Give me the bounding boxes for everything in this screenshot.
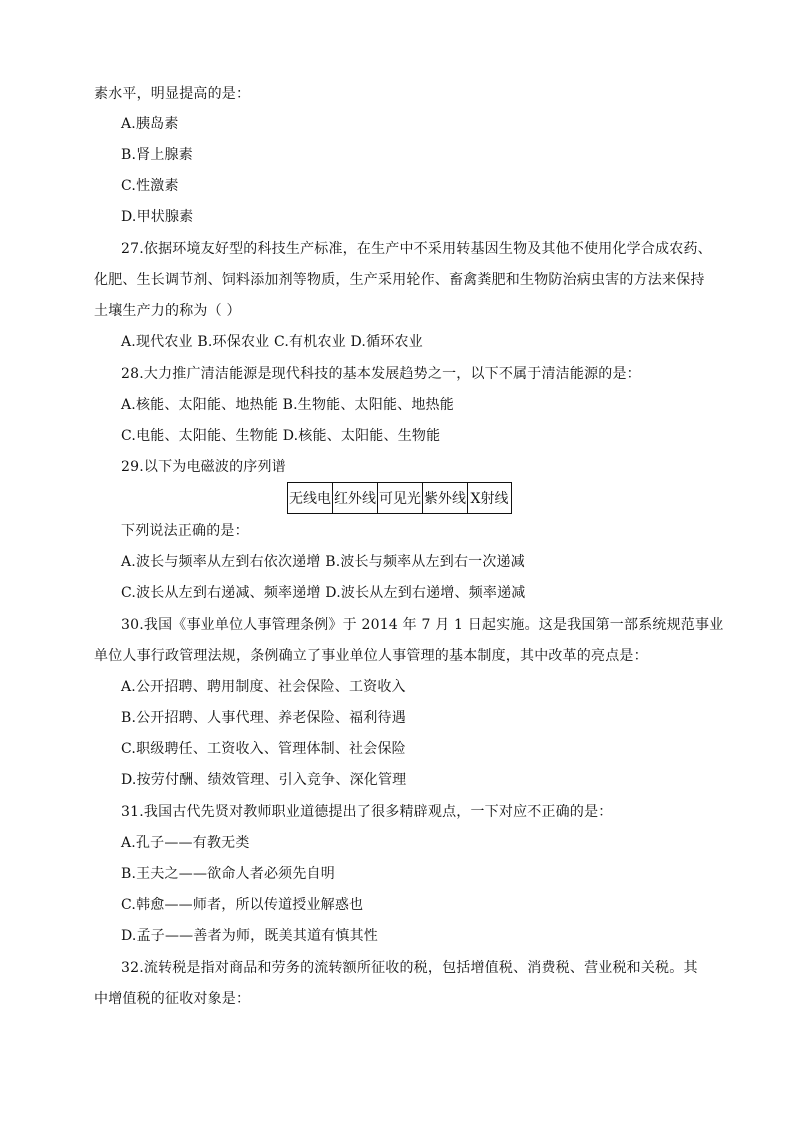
- option-b: B.公开招聘、人事代理、养老保险、福利待遇: [121, 710, 406, 726]
- question-30: 30.我国《事业单位人事管理条例》于 2014 年 7 月 1 日起实施。这是我国第一部系统规范事业: [121, 617, 724, 633]
- table-cell: 紫外线: [423, 483, 468, 514]
- options-line: A.现代农业 B.环保农业 C.有机农业 D.循环农业: [121, 334, 423, 350]
- table-row: [288, 483, 512, 514]
- option-c: C.韩愈——师者，所以传道授业解惑也: [121, 897, 364, 913]
- option-b: B.王夫之——欲命人者必须先自明: [121, 866, 335, 882]
- option-a: A.公开招聘、聘用制度、社会保险、工资收入: [121, 679, 406, 695]
- text-line: 单位人事行政管理法规，条例确立了事业单位人事管理的基本制度，其中改革的亮点是：: [94, 648, 648, 664]
- options-line: A.核能、太阳能、地热能 B.生物能、太阳能、地热能: [121, 397, 454, 413]
- option-d: D.甲状腺素: [121, 209, 194, 225]
- option-b: B.肾上腺素: [121, 147, 193, 163]
- option-d: D.按劳付酬、绩效管理、引入竞争、深化管理: [121, 772, 407, 788]
- options-line: C.波长从左到右递减、频率递增 D.波长从左到右递增、频率递减: [121, 585, 526, 601]
- option-c: C.性激素: [121, 178, 179, 194]
- question-28: 28.大力推广清洁能源是现代科技的基本发展趋势之一，以下不属于清洁能源的是：: [121, 366, 641, 382]
- text-line: 土壤生产力的称为（ ）: [94, 303, 241, 319]
- table-cell: 可见光: [378, 483, 423, 514]
- option-d: D.孟子——善者为师，既美其道有慎其性: [121, 928, 378, 944]
- spectrum-table: [287, 482, 512, 514]
- question-31: 31.我国古代先贤对教师职业道德提出了很多精辟观点，一下对应不正确的是：: [121, 804, 613, 820]
- question-32: 32.流转税是指对商品和劳务的流转额所征收的税，包括增值税、消费税、营业税和关税。其: [121, 960, 698, 976]
- question-27: 27.依据环境友好型的科技生产标准，在生产中不采用转基因生物及其他不使用化学合成农药、: [121, 241, 712, 257]
- text-line: 中增值税的征收对象是：: [94, 991, 251, 1007]
- text-line: 化肥、生长调节剂、饲料添加剂等物质，生产采用轮作、畜禽粪肥和生物防治病虫害的方法来保持: [94, 272, 705, 288]
- option-a: A.孔子——有教无类: [121, 835, 250, 851]
- text-line: 素水平，明显提高的是：: [94, 86, 251, 102]
- table-cell: X射线: [468, 483, 512, 514]
- question-29: 29.以下为电磁波的序列谱: [121, 459, 286, 475]
- text-line: 下列说法正确的是：: [121, 523, 249, 539]
- options-line: A.波长与频率从左到右依次递增 B.波长与频率从左到右一次递减: [121, 554, 525, 570]
- option-c: C.职级聘任、工资收入、管理体制、社会保险: [121, 741, 406, 757]
- table-cell: 红外线: [333, 483, 378, 514]
- options-line: C.电能、太阳能、生物能 D.核能、太阳能、生物能: [121, 428, 441, 444]
- table-cell: 无线电: [288, 483, 333, 514]
- option-a: A.胰岛素: [121, 116, 179, 132]
